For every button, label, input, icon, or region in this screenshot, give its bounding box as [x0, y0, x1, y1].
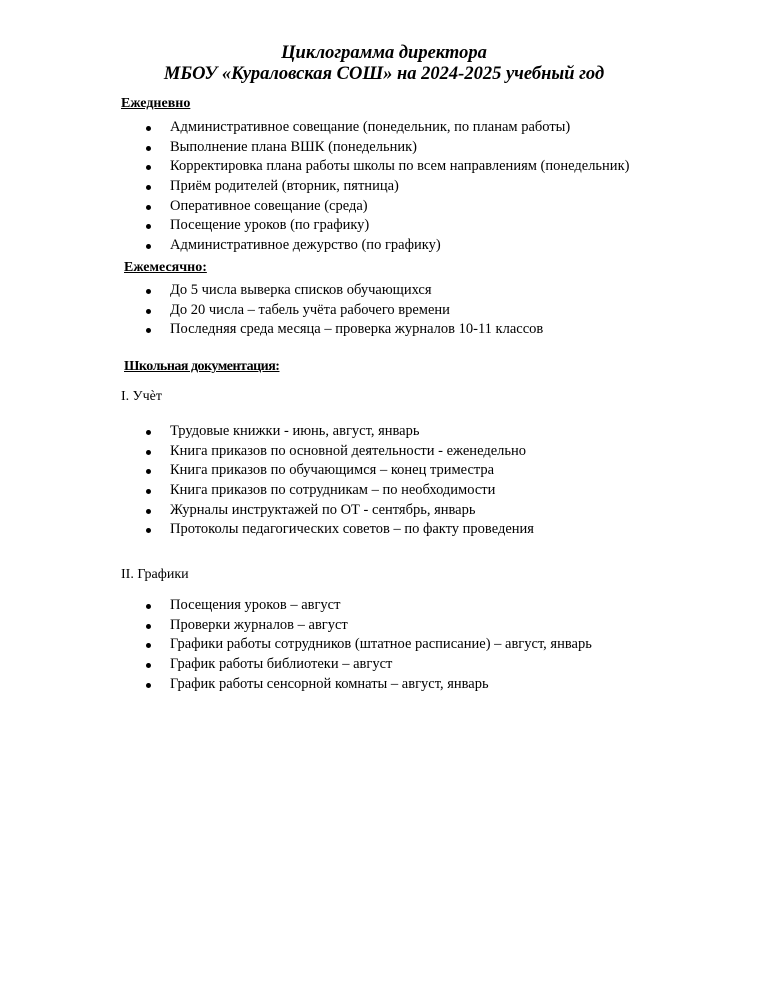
list-item-text: До 20 числа – табель учёта рабочего времени: [170, 301, 450, 318]
daily-list: [0, 118, 629, 256]
list-item-text: Приём родителей (вторник, пятница): [170, 178, 399, 195]
document-title: Циклограмма директора: [281, 43, 487, 63]
list-item-text: Выполнение плана ВШК (понедельник): [170, 138, 417, 155]
list-item-text: Книга приказов по основной деятельности - еженедельно: [170, 442, 526, 459]
list-item: [0, 118, 629, 138]
list-item: [0, 520, 534, 540]
list-item-text: Книга приказов по обучающимся – конец триместра: [170, 462, 495, 479]
list-item: [0, 616, 592, 636]
grafiki-subheading: II. Графики: [121, 567, 189, 582]
list-item-text: График работы сенсорной комнаты – август, январь: [170, 675, 489, 692]
bullet-icon: [146, 643, 151, 648]
list-item-text: Корректировка плана работы школы по всем направлениям (понедельник): [170, 158, 630, 175]
list-item: [0, 461, 534, 481]
list-item: [0, 422, 534, 442]
list-item: [0, 675, 592, 695]
bullet-icon: [146, 663, 151, 668]
list-item-text: Протоколы педагогических советов – по факту проведения: [170, 521, 534, 538]
list-item: [0, 655, 592, 675]
bullet-icon: [146, 450, 151, 455]
list-item: [0, 442, 534, 462]
list-item: [0, 177, 629, 197]
list-item: [0, 635, 592, 655]
list-item: [0, 138, 629, 158]
bullet-icon: [146, 489, 151, 494]
monthly-list: [0, 281, 543, 340]
documentation-heading: Школьная документация:: [124, 359, 280, 374]
list-item-text: До 5 числа выверка списков обучающихся: [170, 282, 432, 298]
list-item-text: Последняя среда месяца – проверка журналов 10-11 классов: [170, 321, 544, 338]
list-item: [0, 501, 534, 521]
bullet-icon: [146, 126, 151, 131]
list-item: [0, 320, 543, 340]
bullet-icon: [146, 309, 151, 314]
list-item-text: Посещение уроков (по графику): [170, 217, 370, 234]
monthly-heading: Ежемесячно:: [124, 260, 207, 275]
bullet-icon: [146, 683, 151, 688]
bullet-icon: [146, 289, 151, 294]
bullet-icon: [146, 328, 151, 333]
list-item-text: Оперативное совещание (среда): [170, 197, 368, 214]
list-item: [0, 596, 592, 616]
list-item-text: Журналы инструктажей по ОТ - сентябрь, январь: [170, 501, 476, 518]
bullet-icon: [146, 624, 151, 629]
bullet-icon: [146, 244, 151, 249]
bullet-icon: [146, 604, 151, 609]
bullet-icon: [146, 469, 151, 474]
list-item-text: График работы библиотеки – август: [170, 656, 393, 673]
list-item-text: Книга приказов по сотрудникам – по необходимости: [170, 482, 496, 499]
bullet-icon: [146, 224, 151, 229]
grafiki-list: [0, 596, 592, 694]
daily-heading: Ежедневно: [121, 96, 191, 111]
uchet-subheading: I. Учѐт: [121, 389, 162, 404]
bullet-icon: [146, 205, 151, 210]
document-subtitle: МБОУ «Кураловская СОШ» на 2024-2025 учебный год: [163, 64, 605, 84]
bullet-icon: [146, 528, 151, 533]
bullet-icon: [146, 509, 151, 514]
list-item-text: Административное совещание (понедельник, по планам работы): [170, 119, 571, 135]
list-item-text: Посещения уроков – август: [170, 597, 341, 613]
list-item: [0, 216, 629, 236]
bullet-icon: [146, 185, 151, 190]
list-item: [0, 236, 629, 256]
list-item: [0, 301, 543, 321]
list-item-text: Проверки журналов – август: [170, 616, 348, 633]
list-item: [0, 157, 629, 177]
list-item: [0, 481, 534, 501]
bullet-icon: [146, 165, 151, 170]
list-item: [0, 197, 629, 217]
bullet-icon: [146, 146, 151, 151]
uchet-list: [0, 422, 534, 540]
list-item-text: Административное дежурство (по графику): [170, 237, 441, 254]
list-item-text: Графики работы сотрудников (штатное расписание) – август, январь: [170, 636, 592, 653]
list-item-text: Трудовые книжки - июнь, август, январь: [170, 423, 420, 439]
list-item: [0, 281, 543, 301]
bullet-icon: [146, 430, 151, 435]
